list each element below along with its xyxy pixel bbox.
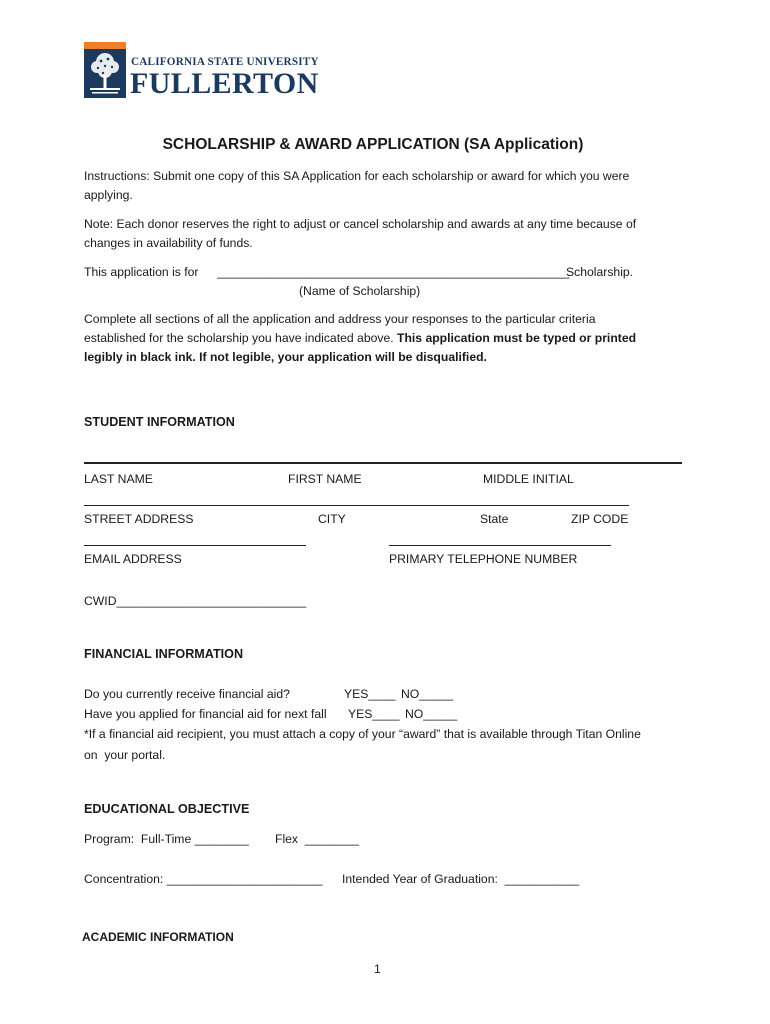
primary-phone-label: PRIMARY TELEPHONE NUMBER xyxy=(389,552,578,566)
university-logo xyxy=(84,42,324,100)
note-line2: changes in availability of funds. xyxy=(84,236,253,250)
financial-aid-q2-yes[interactable]: YES____ xyxy=(348,707,400,721)
scholarship-name-caption: (Name of Scholarship) xyxy=(299,284,421,298)
financial-aid-q1-yes[interactable]: YES____ xyxy=(344,687,396,701)
email-address-label: EMAIL ADDRESS xyxy=(84,552,182,566)
financial-info-heading: FINANCIAL INFORMATION xyxy=(84,647,244,661)
academic-info-heading: ACADEMIC INFORMATION xyxy=(82,930,234,944)
complete-line2-normal: established for the scholarship you have indicated above. xyxy=(84,331,398,345)
complete-line2-bold: This application must be typed or printed xyxy=(397,331,637,345)
complete-line2 xyxy=(84,331,636,346)
financial-aid-question-1: Do you currently receive financial aid? xyxy=(84,687,290,701)
financial-aid-q1-no[interactable]: NO_____ xyxy=(401,687,454,701)
page-title: SCHOLARSHIP & AWARD APPLICATION (SA Application) xyxy=(162,136,584,153)
last-name-label: LAST NAME xyxy=(84,472,153,486)
state-label: State xyxy=(480,512,509,526)
program-flex-field[interactable]: Flex ________ xyxy=(275,832,360,846)
logo-university-name: CALIFORNIA STATE UNIVERSITY xyxy=(131,56,319,68)
cwid-label: CWID xyxy=(84,594,117,608)
financial-aid-note-line1: *If a financial aid recipient, you must attach a copy of your “award” that is available through Titan Online xyxy=(84,727,641,741)
concentration-field[interactable]: Concentration: _______________________ xyxy=(84,872,323,886)
tree-seal-icon xyxy=(84,42,126,98)
city-label: CITY xyxy=(318,512,346,526)
application-for-prefix: This application is for xyxy=(84,265,199,279)
application-for-suffix: Scholarship. xyxy=(566,265,634,279)
financial-aid-question-2: Have you applied for financial aid for next fall xyxy=(84,707,327,721)
first-name-label: FIRST NAME xyxy=(288,472,362,486)
educational-objective-heading: EDUCATIONAL OBJECTIVE xyxy=(84,802,250,816)
street-address-label: STREET ADDRESS xyxy=(84,512,194,526)
cwid-field[interactable]: ____________________________ xyxy=(116,594,307,608)
email-entry-line[interactable] xyxy=(84,545,306,546)
logo-campus-name: FULLERTON xyxy=(130,67,319,100)
address-entry-line[interactable] xyxy=(84,505,629,506)
zip-code-label: ZIP CODE xyxy=(571,512,629,526)
cwid-row xyxy=(84,594,306,609)
student-info-heading: STUDENT INFORMATION xyxy=(84,415,235,429)
instructions-line2: applying. xyxy=(84,188,133,202)
note-line1: Note: Each donor reserves the right to adjust or cancel scholarship and awards at any time because of xyxy=(84,217,637,231)
name-entry-line[interactable] xyxy=(84,462,682,464)
phone-entry-line[interactable] xyxy=(389,545,611,546)
graduation-year-field[interactable]: Intended Year of Graduation: ___________ xyxy=(342,872,580,886)
instructions-line1: Instructions: Submit one copy of this SA Application for each scholarship or award for which you were xyxy=(84,169,630,183)
complete-line1: Complete all sections of all the application and address your responses to the particular criteria xyxy=(84,312,596,326)
program-full-time-field[interactable]: Program: Full-Time ________ xyxy=(84,832,249,846)
financial-aid-q2-no[interactable]: NO_____ xyxy=(405,707,458,721)
middle-initial-label: MIDDLE INITIAL xyxy=(483,472,574,486)
scholarship-name-field[interactable]: ____________________________________________________ xyxy=(217,265,570,279)
page-number: 1 xyxy=(374,962,381,976)
financial-aid-note-line2: on your portal. xyxy=(84,748,166,762)
complete-line3-bold: legibly in black ink. If not legible, your application will be disqualified. xyxy=(84,350,487,364)
